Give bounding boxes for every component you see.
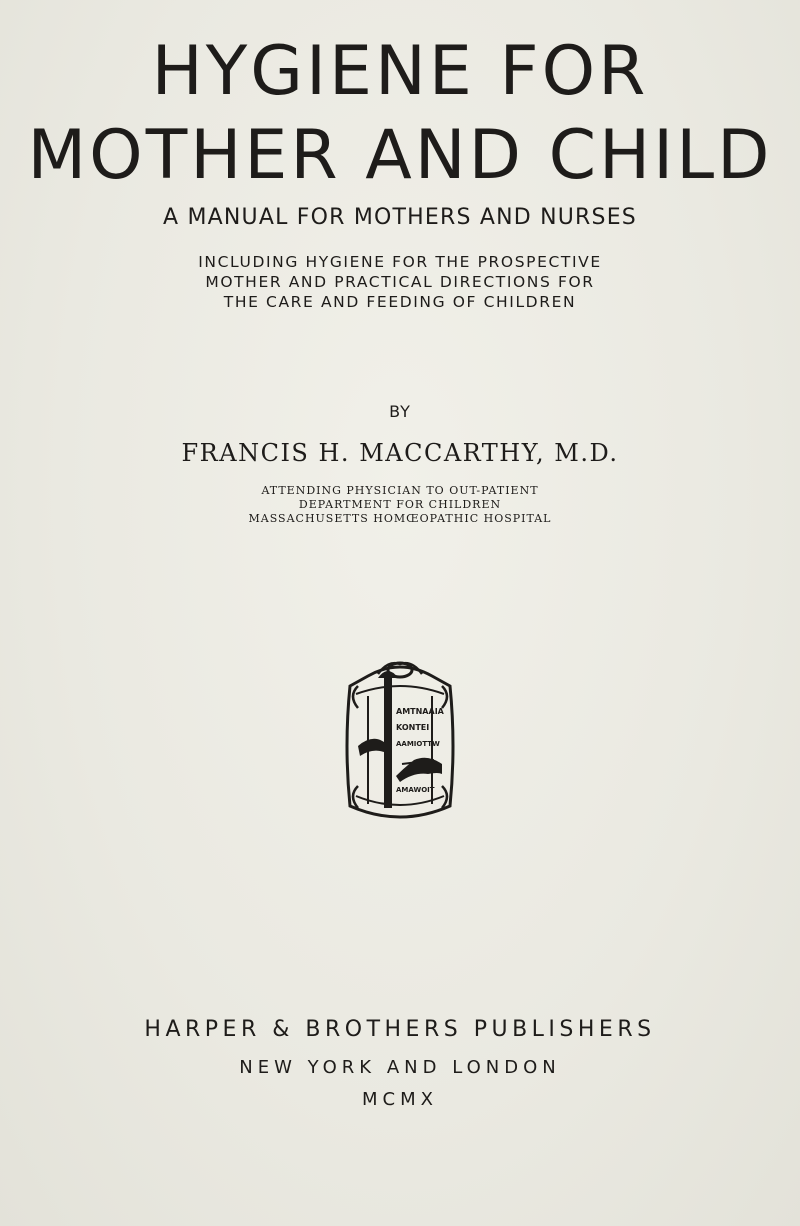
affiliation-line-3: MASSACHUSETTS HOMŒOPATHIC HOSPITAL (248, 512, 552, 525)
description-line-3: THE CARE AND FEEDING OF CHILDREN (223, 293, 577, 311)
device-text-1: AMTNAAIA (396, 707, 444, 716)
title-line-1: HYGIENE FOR (151, 32, 649, 111)
by-label: BY (389, 402, 411, 421)
device-text-2: KONTEI (396, 723, 430, 732)
affiliation-line-2: DEPARTMENT FOR CHILDREN (298, 498, 502, 511)
title-line-2: MOTHER AND CHILD (27, 116, 773, 195)
author-name: FRANCIS H. MACCARTHY, M.D. (181, 439, 619, 467)
description-line-1: INCLUDING HYGIENE FOR THE PROSPECTIVE (198, 253, 602, 271)
publication-place: NEW YORK AND LONDON (239, 1057, 561, 1078)
affiliation-line-1: ATTENDING PHYSICIAN TO OUT-PATIENT (261, 484, 539, 497)
publisher-device-icon (338, 656, 462, 824)
description-line-2: MOTHER AND PRACTICAL DIRECTIONS FOR (205, 273, 595, 291)
device-text-3: AAMIOTTW (396, 740, 440, 748)
device-text-4: AMAWOIT (396, 786, 435, 794)
publication-year: MCMX (362, 1089, 438, 1110)
publisher-name: HARPER & BROTHERS PUBLISHERS (144, 1017, 656, 1042)
subtitle: A MANUAL FOR MOTHERS AND NURSES (163, 205, 637, 230)
